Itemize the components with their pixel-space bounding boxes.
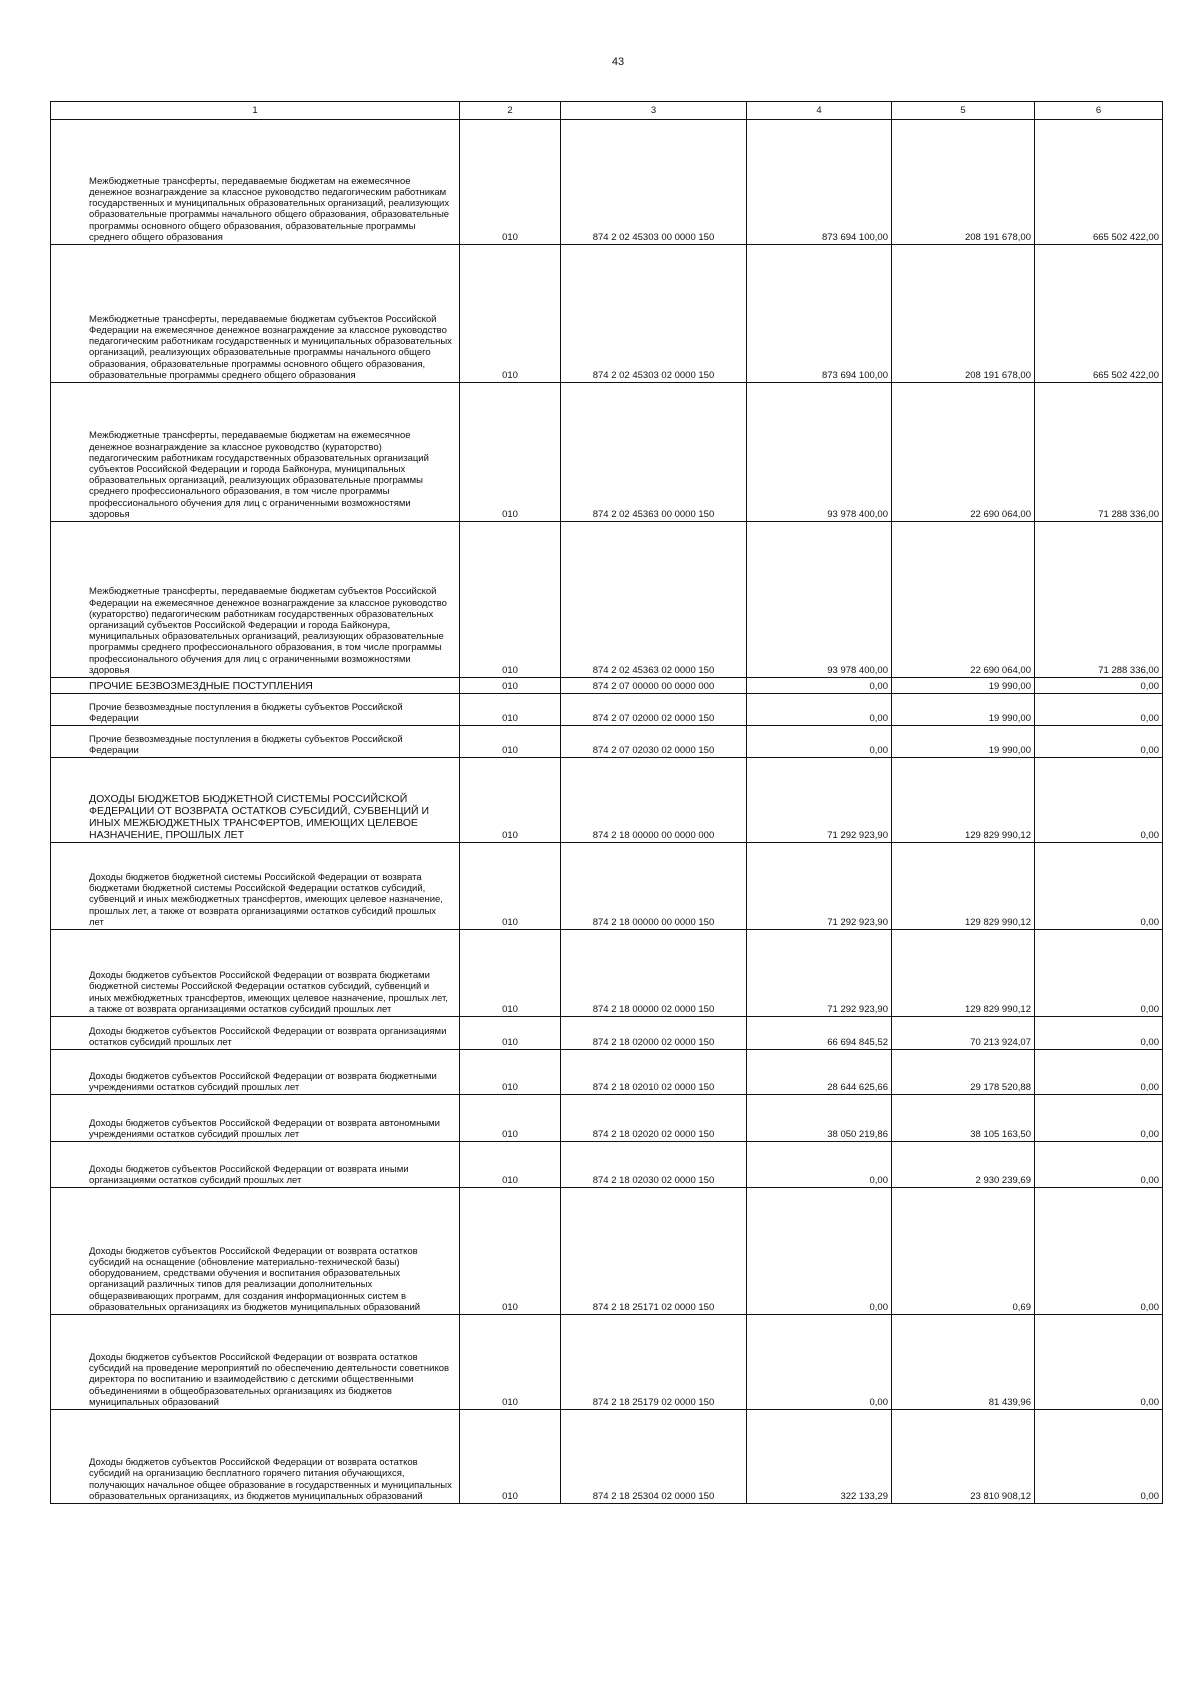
row-code: 010	[460, 726, 561, 758]
row-budget-code: 874 2 18 02020 02 0000 150	[561, 1095, 747, 1142]
column-header: 4	[747, 102, 892, 120]
table-row	[51, 1017, 1163, 1050]
row-value-col4: 0,00	[747, 726, 892, 758]
page-number: 43	[611, 56, 625, 68]
row-value-col6: 0,00	[1035, 1050, 1163, 1095]
table-row	[51, 522, 1163, 678]
row-value-col5: 22 690 064,00	[892, 383, 1035, 522]
table-row	[51, 245, 1163, 383]
row-code: 010	[460, 1142, 561, 1188]
row-value-col5: 38 105 163,50	[892, 1095, 1035, 1142]
row-budget-code: 874 2 07 00000 00 0000 000	[561, 678, 747, 694]
row-name: Доходы бюджетов бюджетной системы Российской Федерации от возврата бюджетами бюджетной системы Российской Федерации остатков субсидий, субвенций и иных межбюджетных трансфертов, имеющих целевое назначение, прошлых лет, а также от возврата организациями остатков субсидий прошлых лет	[51, 843, 460, 930]
row-code: 010	[460, 930, 561, 1017]
row-name: Доходы бюджетов субъектов Российской Федерации от возврата организациями остатков субсидий прошлых лет	[51, 1017, 460, 1050]
table-row	[51, 758, 1163, 843]
table-row	[51, 694, 1163, 726]
row-budget-code: 874 2 18 02000 02 0000 150	[561, 1017, 747, 1050]
row-budget-code: 874 2 02 45363 02 0000 150	[561, 522, 747, 678]
row-code: 010	[460, 1188, 561, 1315]
row-value-col4: 322 133,29	[747, 1410, 892, 1504]
row-value-col6: 0,00	[1035, 1095, 1163, 1142]
row-budget-code: 874 2 18 25304 02 0000 150	[561, 1410, 747, 1504]
row-value-col4: 71 292 923,90	[747, 758, 892, 843]
row-value-col5: 23 810 908,12	[892, 1410, 1035, 1504]
row-value-col4: 0,00	[747, 1188, 892, 1315]
row-value-col4: 0,00	[747, 1315, 892, 1410]
row-name: Межбюджетные трансферты, передаваемые бюджетам субъектов Российской Федерации на ежемесячное денежное вознаграждение за классное руководство (кураторство) педагогическим работникам государственных образовательных организаций субъектов Российской Федерации и города Байконура, муниципальных образовательных организаций, реализующих образовательные программы среднего профессионального образования, в том числе программы профессионального обучения для лиц с ограниченными возможностями здоровья	[51, 522, 460, 678]
row-value-col5: 70 213 924,07	[892, 1017, 1035, 1050]
row-value-col6: 0,00	[1035, 843, 1163, 930]
table-row	[51, 1095, 1163, 1142]
row-value-col6: 0,00	[1035, 726, 1163, 758]
row-value-col4: 71 292 923,90	[747, 930, 892, 1017]
row-code: 010	[460, 758, 561, 843]
table-row	[51, 1050, 1163, 1095]
table-row	[51, 1142, 1163, 1188]
row-value-col5: 22 690 064,00	[892, 522, 1035, 678]
row-name: Доходы бюджетов субъектов Российской Федерации от возврата автономными учреждениями остатков субсидий прошлых лет	[51, 1095, 460, 1142]
row-value-col4: 0,00	[747, 694, 892, 726]
row-value-col4: 93 978 400,00	[747, 522, 892, 678]
row-value-col4: 66 694 845,52	[747, 1017, 892, 1050]
row-value-col4: 71 292 923,90	[747, 843, 892, 930]
row-value-col5: 129 829 990,12	[892, 758, 1035, 843]
row-value-col5: 208 191 678,00	[892, 245, 1035, 383]
row-code: 010	[460, 383, 561, 522]
row-name: ПРОЧИЕ БЕЗВОЗМЕЗДНЫЕ ПОСТУПЛЕНИЯ	[51, 678, 460, 694]
row-name: Межбюджетные трансферты, передаваемые бюджетам на ежемесячное денежное вознаграждение за классное руководство педагогическим работникам государственных и муниципальных образовательных организаций, реализующих образовательные программы начального общего образования, образовательные программы основного общего образования, образовательные программы среднего общего образования	[51, 120, 460, 245]
row-budget-code: 874 2 18 00000 02 0000 150	[561, 930, 747, 1017]
row-value-col5: 129 829 990,12	[892, 930, 1035, 1017]
row-value-col5: 208 191 678,00	[892, 120, 1035, 245]
row-name: Межбюджетные трансферты, передаваемые бюджетам субъектов Российской Федерации на ежемесячное денежное вознаграждение за классное руководство педагогическим работникам государственных и муниципальных образовательных организаций, реализующих образовательные программы начального общего образования, образовательные программы основного общего образования, образовательные программы среднего общего образования	[51, 245, 460, 383]
row-code: 010	[460, 678, 561, 694]
row-code: 010	[460, 1017, 561, 1050]
row-value-col4: 38 050 219,86	[747, 1095, 892, 1142]
row-value-col6: 0,00	[1035, 758, 1163, 843]
table-row	[51, 930, 1163, 1017]
row-value-col4: 28 644 625,66	[747, 1050, 892, 1095]
row-budget-code: 874 2 18 02030 02 0000 150	[561, 1142, 747, 1188]
row-code: 010	[460, 1050, 561, 1095]
row-value-col5: 19 990,00	[892, 694, 1035, 726]
row-code: 010	[460, 1315, 561, 1410]
row-value-col6: 0,00	[1035, 1315, 1163, 1410]
row-value-col6: 0,00	[1035, 1410, 1163, 1504]
row-budget-code: 874 2 18 25171 02 0000 150	[561, 1188, 747, 1315]
table-row	[51, 726, 1163, 758]
row-code: 010	[460, 522, 561, 678]
row-value-col5: 81 439,96	[892, 1315, 1035, 1410]
row-name: Доходы бюджетов субъектов Российской Федерации от возврата бюджетами бюджетной системы Российской Федерации остатков субсидий, субвенций и иных межбюджетных трансфертов, имеющих целевое назначение, прошлых лет, а также от возврата организациями остатков субсидий прошлых лет	[51, 930, 460, 1017]
revenue-table	[50, 101, 1163, 1504]
row-name: Доходы бюджетов субъектов Российской Федерации от возврата остатков субсидий на оснащение (обновление материально-технической базы) оборудованием, средствами обучения и воспитания образовательных организаций различных типов для реализации дополнительных общеразвивающих программ, для создания информационных систем в образовательных организациях из бюджетов муниципальных образований	[51, 1188, 460, 1315]
row-budget-code: 874 2 02 45363 00 0000 150	[561, 383, 747, 522]
row-value-col5: 29 178 520,88	[892, 1050, 1035, 1095]
row-name: ДОХОДЫ БЮДЖЕТОВ БЮДЖЕТНОЙ СИСТЕМЫ РОССИЙСКОЙ ФЕДЕРАЦИИ ОТ ВОЗВРАТА ОСТАТКОВ СУБСИДИЙ, СУБВЕНЦИЙ И ИНЫХ МЕЖБЮДЖЕТНЫХ ТРАНСФЕРТОВ, ИМЕЮЩИХ ЦЕЛЕВОЕ НАЗНАЧЕНИЕ, ПРОШЛЫХ ЛЕТ	[51, 758, 460, 843]
row-code: 010	[460, 1410, 561, 1504]
row-value-col6: 71 288 336,00	[1035, 522, 1163, 678]
row-code: 010	[460, 120, 561, 245]
table-row	[51, 1410, 1163, 1504]
row-name: Прочие безвозмездные поступления в бюджеты субъектов Российской Федерации	[51, 694, 460, 726]
row-value-col6: 665 502 422,00	[1035, 120, 1163, 245]
table-row	[51, 120, 1163, 245]
table-row	[51, 383, 1163, 522]
table-row	[51, 678, 1163, 694]
column-header: 1	[51, 102, 460, 120]
row-code: 010	[460, 245, 561, 383]
row-name: Межбюджетные трансферты, передаваемые бюджетам на ежемесячное денежное вознаграждение за классное руководство (кураторство) педагогическим работникам государственных образовательных организаций субъектов Российской Федерации и города Байконура, муниципальных образовательных организаций, реализующих образовательные программы среднего профессионального образования, в том числе программы профессионального обучения для лиц с ограниченными возможностями здоровья	[51, 383, 460, 522]
row-value-col5: 19 990,00	[892, 678, 1035, 694]
row-value-col6: 0,00	[1035, 930, 1163, 1017]
row-value-col6: 0,00	[1035, 1188, 1163, 1315]
row-name: Доходы бюджетов субъектов Российской Федерации от возврата остатков субсидий на организацию бесплатного горячего питания обучающихся, получающих начальное общее образование в государственных и муниципальных образовательных организациях, из бюджетов муниципальных образований	[51, 1410, 460, 1504]
row-budget-code: 874 2 07 02030 02 0000 150	[561, 726, 747, 758]
table-row	[51, 843, 1163, 930]
row-code: 010	[460, 694, 561, 726]
row-value-col6: 0,00	[1035, 1142, 1163, 1188]
row-value-col4: 873 694 100,00	[747, 120, 892, 245]
row-value-col6: 665 502 422,00	[1035, 245, 1163, 383]
table-row	[51, 1188, 1163, 1315]
row-value-col6: 71 288 336,00	[1035, 383, 1163, 522]
column-header: 3	[561, 102, 747, 120]
table-row	[51, 1315, 1163, 1410]
row-value-col6: 0,00	[1035, 678, 1163, 694]
row-value-col5: 2 930 239,69	[892, 1142, 1035, 1188]
row-budget-code: 874 2 07 02000 02 0000 150	[561, 694, 747, 726]
row-value-col4: 0,00	[747, 1142, 892, 1188]
row-code: 010	[460, 1095, 561, 1142]
row-budget-code: 874 2 18 00000 00 0000 150	[561, 843, 747, 930]
row-name: Доходы бюджетов субъектов Российской Федерации от возврата иными организациями остатков субсидий прошлых лет	[51, 1142, 460, 1188]
row-budget-code: 874 2 02 45303 00 0000 150	[561, 120, 747, 245]
row-budget-code: 874 2 18 02010 02 0000 150	[561, 1050, 747, 1095]
row-value-col6: 0,00	[1035, 694, 1163, 726]
row-budget-code: 874 2 18 25179 02 0000 150	[561, 1315, 747, 1410]
row-value-col5: 19 990,00	[892, 726, 1035, 758]
column-header: 6	[1035, 102, 1163, 120]
row-value-col5: 0,69	[892, 1188, 1035, 1315]
column-number-row	[51, 102, 1163, 120]
row-value-col6: 0,00	[1035, 1017, 1163, 1050]
row-budget-code: 874 2 02 45303 02 0000 150	[561, 245, 747, 383]
row-code: 010	[460, 843, 561, 930]
column-header: 2	[460, 102, 561, 120]
row-name: Доходы бюджетов субъектов Российской Федерации от возврата остатков субсидий на проведение мероприятий по обеспечению деятельности советников директора по воспитанию и взаимодействию с детскими общественными объединениями в общеобразовательных организациях из бюджетов муниципальных образований	[51, 1315, 460, 1410]
row-name: Доходы бюджетов субъектов Российской Федерации от возврата бюджетными учреждениями остатков субсидий прошлых лет	[51, 1050, 460, 1095]
row-value-col5: 129 829 990,12	[892, 843, 1035, 930]
column-header: 5	[892, 102, 1035, 120]
row-value-col4: 873 694 100,00	[747, 245, 892, 383]
row-value-col4: 93 978 400,00	[747, 383, 892, 522]
row-name: Прочие безвозмездные поступления в бюджеты субъектов Российской Федерации	[51, 726, 460, 758]
row-value-col4: 0,00	[747, 678, 892, 694]
row-budget-code: 874 2 18 00000 00 0000 000	[561, 758, 747, 843]
